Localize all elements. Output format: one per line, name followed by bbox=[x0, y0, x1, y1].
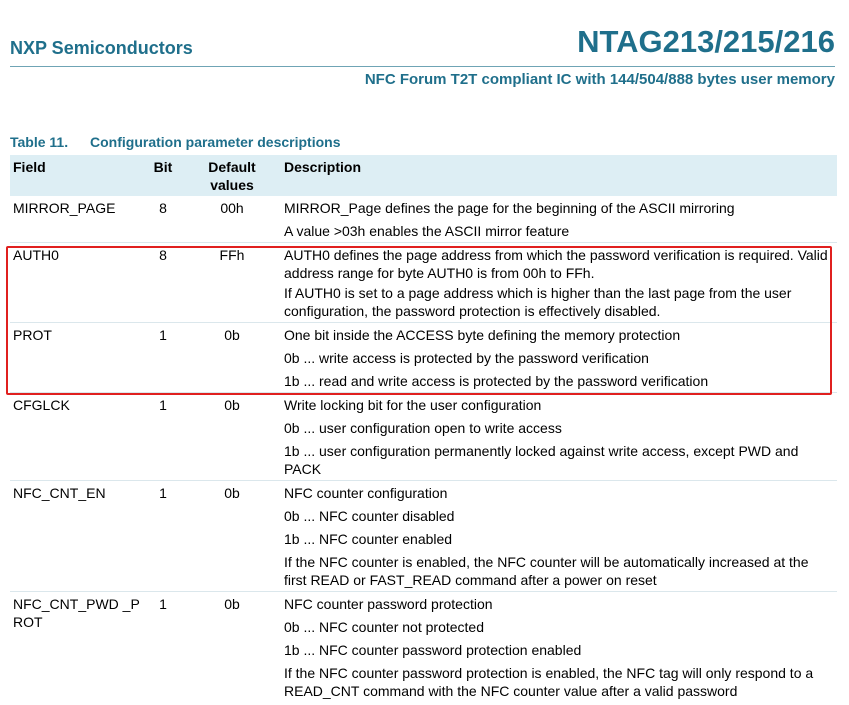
col-header-description: Description bbox=[281, 155, 837, 196]
row-description: 0b ... user configuration open to write access bbox=[284, 420, 562, 436]
table-caption-number: Table 11. bbox=[10, 134, 69, 150]
row-default: FFh bbox=[183, 243, 281, 323]
row-default: 0b bbox=[183, 481, 281, 592]
row-description: NFC counter configuration bbox=[281, 481, 837, 505]
col-header-default-line1: Default bbox=[208, 159, 256, 175]
config-parameter-table bbox=[10, 155, 837, 702]
row-description: 1b ... NFC counter enabled bbox=[284, 531, 453, 547]
table-row bbox=[10, 196, 837, 219]
row-description: 0b ... NFC counter not protected bbox=[284, 619, 484, 635]
row-field: CFGLCK bbox=[10, 393, 143, 481]
col-header-default bbox=[183, 155, 281, 196]
row-field: PROT bbox=[10, 323, 143, 393]
table-header-row bbox=[10, 155, 837, 196]
product-title: NTAG213/215/216 bbox=[577, 24, 835, 59]
row-default: 0b bbox=[183, 393, 281, 481]
table-caption-title: Configuration parameter descriptions bbox=[90, 134, 341, 150]
row-bit: 1 bbox=[143, 481, 183, 592]
row-description: Write locking bit for the user configuration bbox=[281, 393, 837, 417]
row-bit: 1 bbox=[143, 393, 183, 481]
row-description: A value >03h enables the ASCII mirror feature bbox=[284, 223, 570, 239]
row-bit: 8 bbox=[143, 243, 183, 323]
row-description: NFC counter password protection bbox=[281, 592, 837, 616]
table-row bbox=[10, 592, 837, 616]
row-description: 1b ... read and write access is protected by the password verification bbox=[284, 373, 709, 389]
row-bit: 1 bbox=[143, 592, 183, 703]
row-bit: 1 bbox=[143, 323, 183, 393]
table-row bbox=[10, 393, 837, 417]
product-subtitle: NFC Forum T2T compliant IC with 144/504/888 bytes user memory bbox=[364, 71, 835, 88]
row-description: If AUTH0 is set to a page address which is higher than the last page from the user configuration, the password protection is effectively disabled. bbox=[284, 285, 792, 319]
col-header-field: Field bbox=[10, 155, 143, 196]
row-default: 0b bbox=[183, 323, 281, 393]
row-description: If the NFC counter is enabled, the NFC counter will be automatically increased at the first READ or FAST_READ command after a power on reset bbox=[284, 554, 809, 588]
row-description: 1b ... user configuration permanently locked against write access, except PWD and PACK bbox=[284, 443, 799, 477]
row-default: 00h bbox=[220, 200, 244, 216]
row-description: One bit inside the ACCESS byte defining the memory protection bbox=[281, 323, 837, 347]
row-bit: 8 bbox=[159, 200, 167, 216]
header-divider bbox=[10, 66, 835, 67]
row-default: 0b bbox=[183, 592, 281, 703]
row-field: NFC_CNT_PWD _PROT bbox=[10, 592, 143, 703]
row-description: If the NFC counter password protection is enabled, the NFC tag will only respond to a READ_CNT command with the NFC counter value after a valid password bbox=[284, 665, 814, 699]
table-caption bbox=[10, 134, 340, 150]
company-name: NXP Semiconductors bbox=[10, 38, 193, 58]
col-header-bit: Bit bbox=[143, 155, 183, 196]
row-description: MIRROR_Page defines the page for the beginning of the ASCII mirroring bbox=[284, 200, 735, 216]
row-description: 0b ... NFC counter disabled bbox=[284, 508, 455, 524]
row-field: NFC_CNT_EN bbox=[10, 481, 143, 592]
row-field: MIRROR_PAGE bbox=[13, 200, 116, 216]
highlight-box bbox=[6, 246, 832, 395]
table-row bbox=[10, 481, 837, 505]
col-header-default-line2: values bbox=[210, 177, 254, 193]
row-description: 1b ... NFC counter password protection enabled bbox=[284, 642, 582, 658]
row-description: AUTH0 defines the page address from which the password verification is required. Valid address range for byte AUTH0 is from 00h to FFh. bbox=[281, 243, 837, 285]
row-field: AUTH0 bbox=[10, 243, 143, 323]
row-description: 0b ... write access is protected by the password verification bbox=[284, 350, 649, 366]
